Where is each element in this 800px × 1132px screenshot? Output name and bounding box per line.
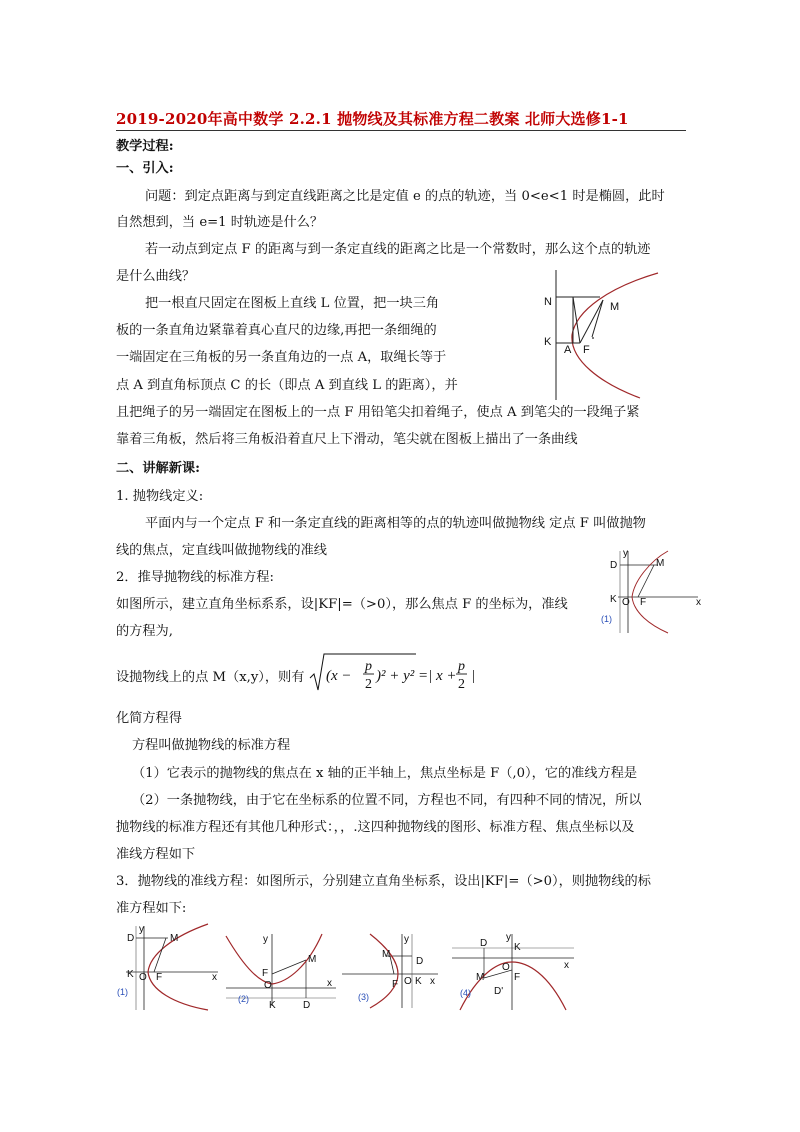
paragraph-line: 平面内与一个定点 F 和一条定直线的距离相等的点的轨迹叫做抛物线 定点 F 叫做抛物 [145,516,646,531]
label-K: K [269,1000,276,1010]
paragraph-line: 一端固定在三角板的另一条直角边的一点 A，取绳长等于 [116,350,447,365]
formula-eq: =| x + [418,668,457,684]
parabola-figure-2 [222,930,340,1010]
formula-p2: p [458,659,465,674]
label-K: K [610,594,617,605]
label-M: M [382,949,391,960]
label-K: K [544,336,552,348]
label-F: F [392,979,399,990]
label-D-prime: D' [494,986,504,997]
parabola-figure-1 [112,922,224,1012]
label-x: x [327,978,332,989]
paragraph-line: 自然想到，当 e=1 时轨迹是什么？ [116,215,324,230]
label-K: K [514,942,521,953]
label-O: O [622,597,630,608]
formula-two: 2 [365,677,372,692]
paragraph-line: 2．推导抛物线的标准方程: [116,570,274,585]
figure-number: (1) [601,614,612,624]
label-y: y [506,932,511,943]
figure-number: (1) [117,987,128,997]
paragraph-line: （1）它表示的抛物线的焦点在 x 轴的正半轴上，焦点坐标是 F（,0），它的准线方程是 [132,766,638,781]
distance-formula [308,650,488,698]
label-M: M [610,301,620,313]
label-O: O [264,980,272,991]
formula-p: p [365,659,372,674]
section-process: 教学过程: [116,139,174,154]
parabola-figure-3 [340,930,440,1010]
section-new-lesson: 二、讲解新课: [116,461,200,476]
paragraph-line: 3．抛物线的准线方程：如图所示，分别建立直角坐标系，设出|KF|=（>0），则抛物线的标 [116,874,651,889]
figure-number: (2) [238,994,249,1004]
formula-tail: | [472,668,476,684]
label-M: M [476,972,485,983]
label-F: F [156,972,163,983]
label-O: O [404,976,412,987]
label-M: M [170,933,179,944]
paragraph-line: 且把绳子的另一端固定在图板上的一点 F 用铅笔尖扣着绳子，使点 A 到笔尖的一段绳子紧 [116,405,640,420]
label-O: O [139,972,147,983]
paragraph-line: 设抛物线上的点 M（x,y），则有 [116,670,305,685]
document-title: 2019-2020年高中数学 2.2.1 抛物线及其标准方程二教案 北师大选修1-1 [116,110,629,128]
label-D: D [127,933,135,944]
label-A: A [564,344,572,356]
paragraph-line: 把一根直尺固定在图板上直线 L 位置，把一块三角 [145,296,440,311]
paragraph-line: 若一动点到定点 F 的距离与到一条定直线的距离之比是一个常数时，那么这个点的轨迹 [145,242,651,257]
label-y: y [139,924,144,935]
figure-number: (3) [358,992,369,1002]
label-O: O [502,962,510,973]
paragraph-line: 靠着三角板，然后将三角板沿着直尺上下滑动，笔尖就在图板上描出了一条曲线 [116,432,578,447]
parabola-construction-figure [540,265,670,405]
label-D: D [610,560,618,571]
label-D: D [480,938,488,949]
paragraph-line: 1. 抛物线定义: [116,489,204,504]
paragraph-line: 方程叫做抛物线的标准方程 [132,738,291,753]
paragraph-line: 化简方程得 [116,711,182,726]
figure-number: (4) [460,988,471,998]
parabola-figure-4 [450,930,580,1012]
parabola-coordinate-figure [598,545,706,635]
label-K: K [415,976,422,987]
paragraph-line: 的方程为, [116,624,173,639]
label-x: x [212,972,217,983]
paragraph-line: 点 A 到直角标顶点 C 的长（即点 A 到直线 L 的距离），并 [116,378,458,393]
label-F: F [514,972,521,983]
title-underline [116,130,686,131]
label-x: x [430,976,435,987]
paragraph-line: （2）一条抛物线，由于它在坐标系的位置不同，方程也不同，有四种不同的情况，所以 [132,793,642,808]
label-x: x [696,597,701,608]
label-F: F [640,597,647,608]
label-D: D [303,1000,311,1010]
paragraph-line: 是什么曲线？ [116,269,196,284]
paragraph-line: 如图所示，建立直角坐标系系，设|KF|=（>0），那么焦点 F 的坐标为，准线 [116,597,568,612]
label-x: x [564,960,569,971]
paragraph-line: 板的一条直角边紧靠着真心直尺的边缘,再把一条细绳的 [116,323,437,338]
paragraph-line: 线的焦点，定直线叫做抛物线的准线 [116,543,327,558]
label-F: F [262,968,269,979]
label-F: F [583,344,590,356]
label-M: M [308,954,317,965]
label-K: K [127,969,134,980]
paragraph-line: 准方程如下: [116,901,187,916]
label-D: D [416,956,424,967]
paragraph-line: 抛物线的标准方程还有其他几种形式：，，.这四种抛物线的图形、标准方程、焦点坐标以及 [116,820,635,835]
label-y: y [404,934,409,945]
label-y: y [263,934,268,945]
paragraph-line: 准线方程如下 [116,847,196,862]
section-intro: 一、引入: [116,161,174,176]
formula-mid: )² + y² [376,668,415,684]
label-N: N [544,296,552,308]
paragraph-line: 问题：到定点距离与到定直线距离之比是定值 e 的点的轨迹，当 0<e<1 时是椭圆，此时 [145,189,665,204]
label-y: y [623,548,628,559]
formula-lead: (x − [326,668,352,684]
label-M: M [656,558,665,569]
formula-two2: 2 [458,677,465,692]
